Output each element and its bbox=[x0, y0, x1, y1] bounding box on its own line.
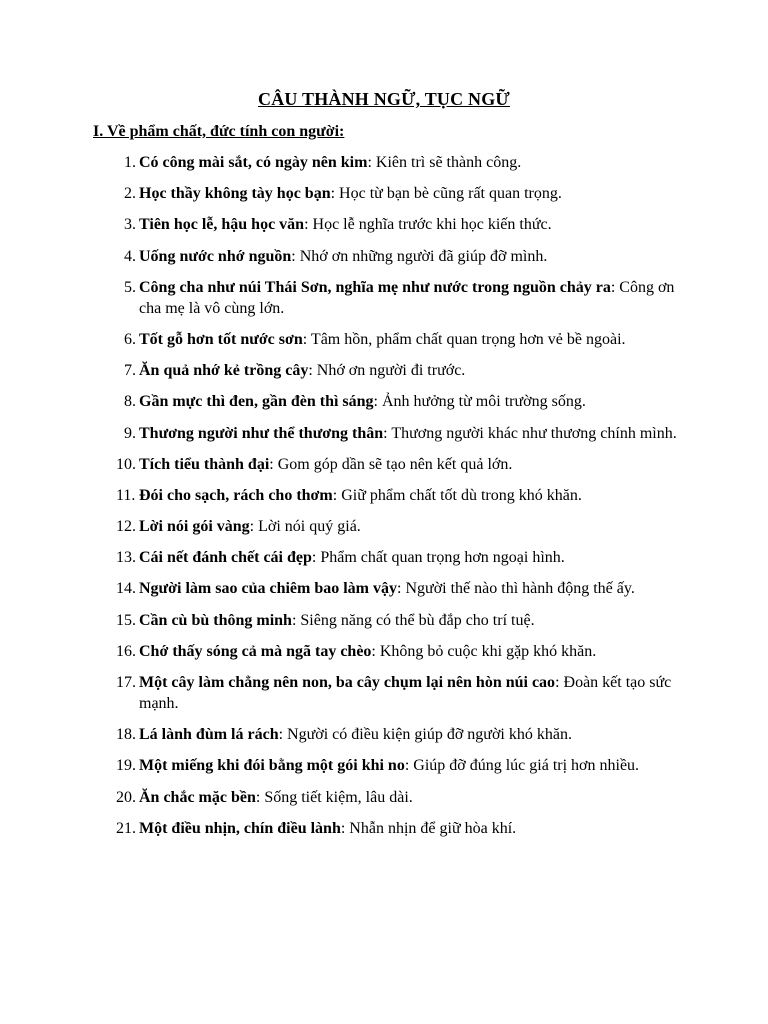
idiom-meaning: : Học từ bạn bè cũng rất quan trọng. bbox=[330, 185, 562, 203]
idiom-meaning: : Lời nói quý giá. bbox=[249, 518, 361, 536]
list-item-number: 9. bbox=[124, 424, 136, 442]
list-item-number: 14. bbox=[116, 580, 136, 598]
idiom-meaning: : Thương người khác như thương chính mình. bbox=[383, 424, 677, 442]
idiom-meaning: : Nhớ ơn những người đã giúp đỡ mình. bbox=[291, 247, 548, 265]
list-item bbox=[93, 516, 683, 537]
idiom-term: Học thầy không tày học bạn bbox=[139, 185, 331, 203]
idiom-term: Một miếng khi đói bằng một gói khi no bbox=[139, 757, 405, 775]
list-item bbox=[93, 672, 683, 714]
idiom-meaning: : Người có điều kiện giúp đỡ người khó khăn. bbox=[278, 726, 572, 744]
list-item bbox=[93, 152, 683, 173]
idiom-term: Người làm sao của chiêm bao làm vậy bbox=[139, 580, 398, 598]
section-heading: I. Về phẩm chất, đức tính con người: bbox=[93, 123, 345, 140]
idiom-term: Tốt gỗ hơn tốt nước sơn bbox=[139, 330, 303, 348]
list-item bbox=[93, 485, 683, 506]
list-item bbox=[93, 610, 683, 631]
list-item bbox=[93, 360, 683, 381]
list-item bbox=[93, 755, 683, 776]
idiom-term: Ăn chắc mặc bền bbox=[139, 788, 256, 806]
list-item-number: 7. bbox=[124, 362, 136, 380]
idiom-meaning: : Nhớ ơn người đi trước. bbox=[308, 362, 466, 380]
list-item-number: 18. bbox=[116, 726, 136, 744]
idiom-meaning: : Công ơn cha mẹ là vô cùng lớn. bbox=[139, 278, 675, 317]
list-item bbox=[93, 547, 683, 568]
idiom-term: Tích tiểu thành đại bbox=[139, 455, 270, 473]
idiom-term: Ăn quả nhớ kẻ trồng cây bbox=[139, 362, 309, 380]
list-item bbox=[93, 214, 683, 235]
idiom-term: Công cha như núi Thái Sơn, nghĩa mẹ như nước trong nguồn chảy ra bbox=[139, 278, 611, 296]
list-item bbox=[93, 329, 683, 350]
idiom-term: Có công mài sắt, có ngày nên kim bbox=[139, 154, 368, 171]
list-item bbox=[93, 724, 683, 745]
list-item-number: 21. bbox=[116, 819, 136, 837]
list-item-number: 13. bbox=[116, 549, 136, 567]
list-item-number: 5. bbox=[124, 278, 136, 296]
list-item-number: 11. bbox=[116, 486, 136, 504]
list-item bbox=[93, 454, 683, 475]
list-item-number: 2. bbox=[124, 185, 136, 203]
idiom-meaning: : Đoàn kết tạo sức mạnh. bbox=[139, 674, 672, 712]
idiom-meaning: : Giữ phẩm chất tốt dù trong khó khăn. bbox=[332, 486, 582, 504]
list-item bbox=[93, 423, 683, 444]
idiom-term: Lời nói gói vàng bbox=[139, 518, 250, 536]
idiom-term: Cần cù bù thông minh bbox=[139, 611, 292, 629]
list-item-number: 16. bbox=[116, 642, 136, 660]
list-item-number: 15. bbox=[116, 611, 136, 629]
list-item-number: 12. bbox=[116, 518, 136, 536]
idiom-meaning: : Học lễ nghĩa trước khi học kiến thức. bbox=[304, 216, 552, 234]
idiom-meaning: : Tâm hồn, phẩm chất quan trọng hơn vẻ bề ngoài. bbox=[302, 330, 626, 348]
idiom-meaning: : Kiên trì sẽ thành công. bbox=[367, 154, 522, 171]
list-item bbox=[93, 246, 683, 267]
idiom-meaning: : Không bỏ cuộc khi gặp khó khăn. bbox=[371, 642, 597, 660]
list-item-number: 19. bbox=[116, 757, 136, 775]
idiom-meaning: : Sống tiết kiệm, lâu dài. bbox=[255, 788, 413, 806]
list-item bbox=[93, 183, 683, 204]
idiom-meaning: : Nhẫn nhịn để giữ hòa khí. bbox=[340, 819, 517, 837]
list-item bbox=[93, 818, 683, 839]
list-item bbox=[93, 787, 683, 808]
list-item-number: 6. bbox=[124, 330, 136, 348]
list-item bbox=[93, 641, 683, 662]
idiom-term: Gần mực thì đen, gần đèn thì sáng bbox=[139, 393, 374, 411]
idiom-list bbox=[93, 152, 683, 849]
idiom-term: Đói cho sạch, rách cho thơm bbox=[139, 486, 333, 504]
list-item-number: 8. bbox=[124, 393, 136, 411]
list-item bbox=[93, 391, 683, 412]
idiom-meaning: : Gom góp dần sẽ tạo nên kết quả lớn. bbox=[269, 455, 513, 473]
idiom-term: Uống nước nhớ nguồn bbox=[139, 247, 292, 265]
list-item-number: 3. bbox=[124, 216, 136, 234]
idiom-meaning: : Người thế nào thì hành động thế ấy. bbox=[397, 580, 635, 598]
list-item-number: 4. bbox=[124, 247, 136, 265]
idiom-meaning: : Ảnh hưởng từ môi trường sống. bbox=[373, 393, 586, 411]
idiom-term: Cái nết đánh chết cái đẹp bbox=[139, 549, 312, 567]
idiom-meaning: : Giúp đỡ đúng lúc giá trị hơn nhiều. bbox=[404, 757, 640, 775]
list-item bbox=[93, 277, 683, 319]
idiom-term: Thương người như thể thương thân bbox=[139, 424, 384, 442]
idiom-term: Một điều nhịn, chín điều lành bbox=[139, 819, 341, 837]
document-title: CÂU THÀNH NGỮ, TỤC NGỮ bbox=[258, 89, 510, 109]
idiom-term: Một cây làm chẳng nên non, ba cây chụm lại nên hòn núi cao bbox=[139, 674, 556, 691]
idiom-meaning: : Phẩm chất quan trọng hơn ngoại hình. bbox=[311, 549, 565, 567]
list-item-number: 10. bbox=[116, 455, 136, 473]
idiom-term: Chớ thấy sóng cả mà ngã tay chèo bbox=[139, 642, 372, 660]
list-item-number: 1. bbox=[124, 154, 136, 171]
idiom-term: Lá lành đùm lá rách bbox=[139, 726, 279, 744]
list-item-number: 17. bbox=[116, 674, 136, 691]
idiom-term: Tiên học lễ, hậu học văn bbox=[139, 216, 305, 234]
idiom-meaning: : Siêng năng có thể bù đắp cho trí tuệ. bbox=[291, 611, 535, 629]
list-item bbox=[93, 578, 683, 599]
list-item-number: 20. bbox=[116, 788, 136, 806]
